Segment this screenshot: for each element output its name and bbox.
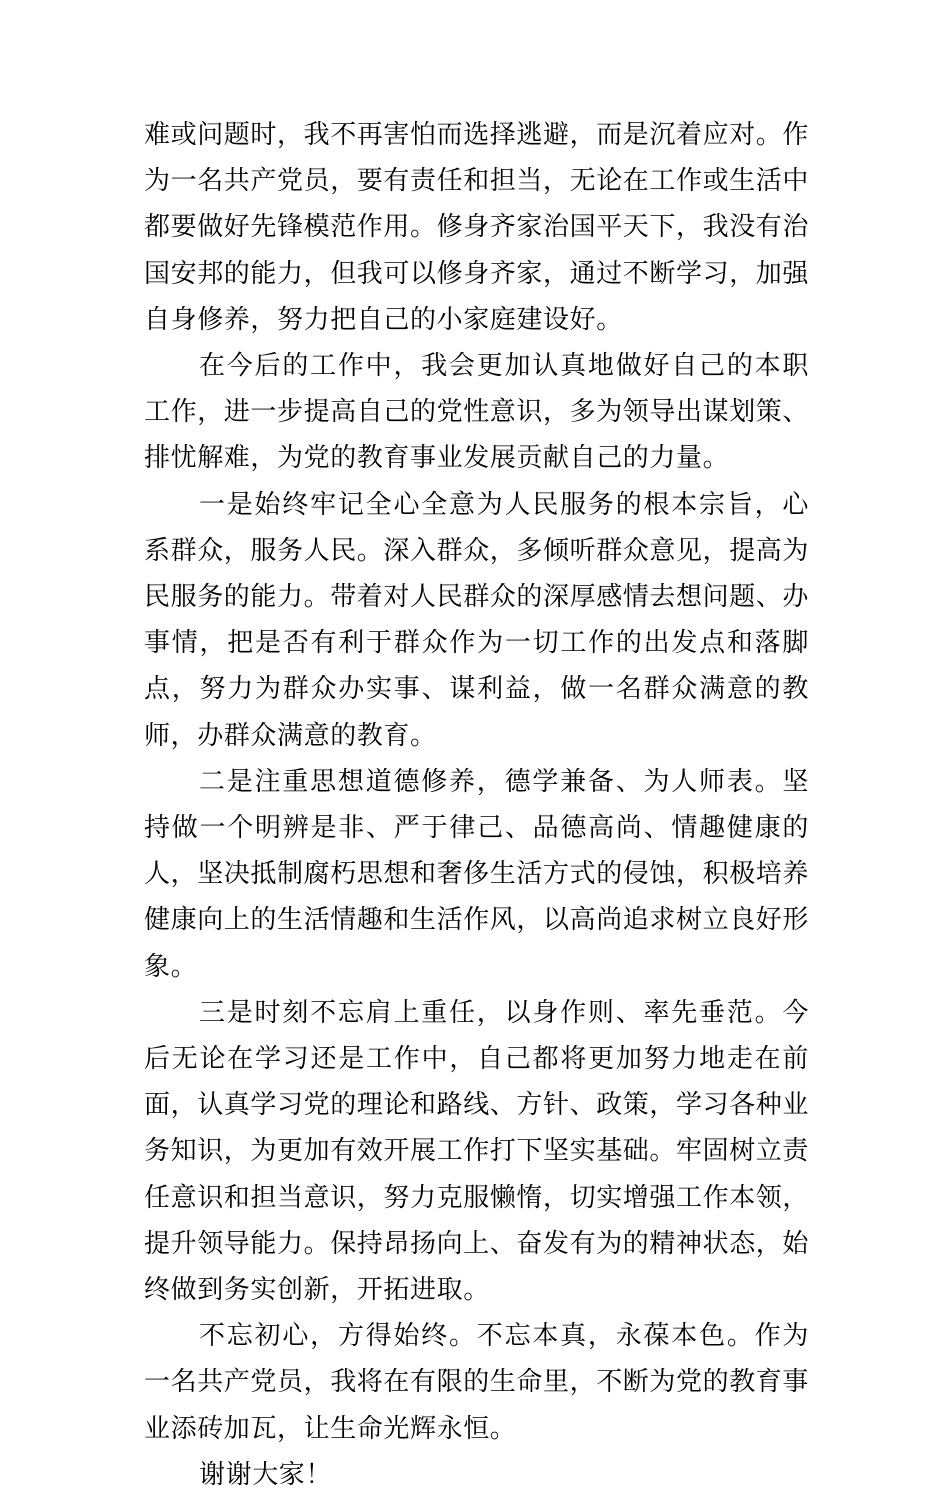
paragraph-point-one: 一是始终牢记全心全意为人民服务的根本宗旨，心系群众，服务人民。深入群众，多倾听群众意见，提高为民服务的能力。带着对人民群众的深厚感情去想问题、办事情，把是否有利于群众作为一切工作的出发点和落脚点，努力为群众办实事、谋利益，做一名群众满意的教师，办群众满意的教育。: [144, 489, 810, 751]
document-body: [144, 112, 809, 1498]
paragraph-point-three: 三是时刻不忘肩上重任，以身作则、率先垂范。今后无论在学习还是工作中，自己都将更加努力地走在前面，认真学习党的理论和路线、方针、政策，学习各种业务知识，为更加有效开展工作打下坚实基础。牢固树立责任意识和担当意识，努力克服懒惰，切实增强工作本领，提升领导能力。保持昂扬向上、奋发有为的精神状态，始终做到务实创新，开拓进取。: [144, 997, 810, 1306]
paragraph-future-work: 在今后的工作中，我会更加认真地做好自己的本职工作，进一步提高自己的党性意识，多为领导出谋划策、排忧解难，为党的教育事业发展贡献自己的力量。: [144, 351, 810, 474]
paragraph-conclusion: 不忘初心，方得始终。不忘本真，永葆本色。作为一名共产党员，我将在有限的生命里，不断为党的教育事业添砖加瓦，让生命光辉永恒。: [144, 1321, 810, 1444]
paragraph-continued: 难或问题时，我不再害怕而选择逃避，而是沉着应对。作为一名共产党员，要有责任和担当，无论在工作或生活中都要做好先锋模范作用。修身齐家治国平天下，我没有治国安邦的能力，但我可以修身齐家，通过不断学习，加强自身修养，努力把自己的小家庭建设好。: [144, 120, 810, 335]
paragraph-thanks: 谢谢大家！: [199, 1459, 333, 1490]
paragraph-point-two: 二是注重思想道德修养，德学兼备、为人师表。坚持做一个明辨是非、严于律己、品德高尚、情趣健康的人，坚决抵制腐朽思想和奢侈生活方式的侵蚀，积极培养健康向上的生活情趣和生活作风，以高尚追求树立良好形象。: [144, 766, 810, 982]
